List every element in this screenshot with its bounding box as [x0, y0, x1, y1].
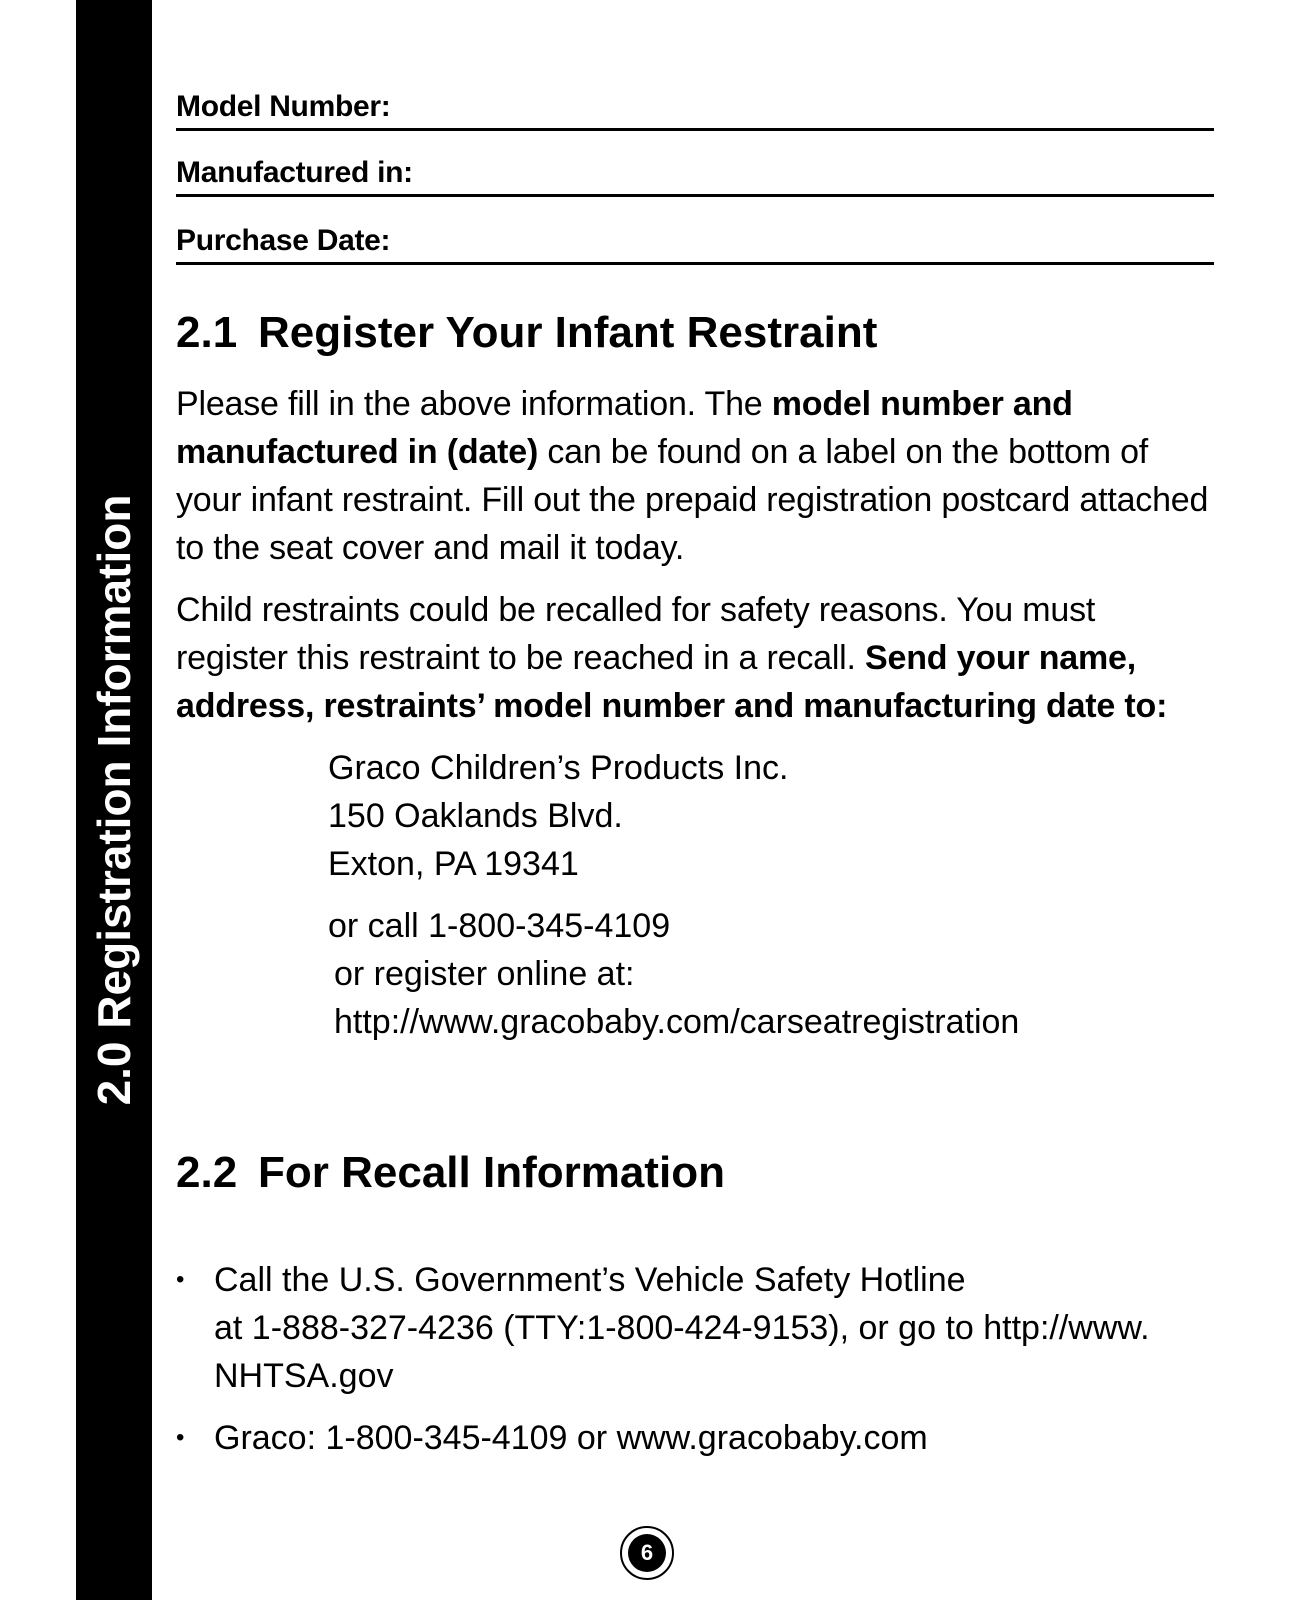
- purchase-date-field[interactable]: [176, 218, 1214, 265]
- section-2-1-heading: [176, 308, 877, 358]
- manufactured-in-field[interactable]: [176, 150, 1214, 197]
- model-number-label: Model Number:: [176, 90, 391, 123]
- section-2-2-heading: [176, 1148, 725, 1198]
- page-number-badge: [620, 1526, 674, 1580]
- manufactured-in-label: Manufactured in:: [176, 156, 413, 189]
- hotline-line-1: Call the U.S. Government’s Vehicle Safety Hotline: [214, 1261, 966, 1299]
- registration-paragraph-emphasis: model number and manufactured in (date): [176, 385, 1073, 471]
- registration-url-link[interactable]: http://www.gracobaby.com/carseatregistration: [334, 1003, 1020, 1041]
- page-number: 6: [628, 1534, 666, 1572]
- section-sidebar-title: 2.0 Registration Information: [88, 494, 140, 1106]
- section-2-1-title: Register Your Infant Restraint: [258, 308, 878, 357]
- register-online-text: or register online at:: [334, 955, 635, 993]
- list-item: [176, 1414, 1214, 1462]
- mailing-address-line-2: 150 Oaklands Blvd.: [328, 797, 623, 835]
- bullet-icon: •: [176, 1424, 185, 1451]
- recall-paragraph: [176, 586, 1214, 730]
- recall-paragraph-emphasis: Send your name, address, restraints’ model number and manufacturing date to:: [176, 639, 1168, 725]
- section-2-2-title: For Recall Information: [258, 1148, 725, 1197]
- recall-paragraph-intro: Child restraints could be recalled for safety reasons. You must register this restraint to be reached in a recall.: [176, 591, 1096, 677]
- model-number-field[interactable]: [176, 84, 1214, 131]
- hotline-line-2: at 1-888-327-4236 (TTY:1-800-424-9153), or go to http://www.: [214, 1309, 1150, 1347]
- list-item: [176, 1256, 1214, 1400]
- mailing-address-line-3: Exton, PA 19341: [328, 845, 579, 883]
- registration-paragraph: [176, 380, 1214, 572]
- mailing-address-line-1: Graco Children’s Products Inc.: [328, 749, 789, 787]
- bullet-icon: •: [176, 1266, 185, 1293]
- section-2-1-number: 2.1: [176, 308, 238, 357]
- section-2-2-number: 2.2: [176, 1148, 238, 1197]
- registration-paragraph-intro: Please fill in the above information. The: [176, 385, 772, 423]
- purchase-date-label: Purchase Date:: [176, 224, 391, 257]
- registration-paragraph-rest: can be found on a label on the bottom of your infant restraint. Fill out the prepaid registration postcard attached to the seat cover and mail it today.: [176, 433, 1209, 567]
- recall-info-list: [176, 1256, 1214, 1476]
- call-number-text: or call 1-800-345-4109: [328, 907, 671, 945]
- graco-contact-line: Graco: 1-800-345-4109 or www.gracobaby.com: [214, 1419, 928, 1457]
- hotline-line-3: NHTSA.gov: [214, 1357, 394, 1395]
